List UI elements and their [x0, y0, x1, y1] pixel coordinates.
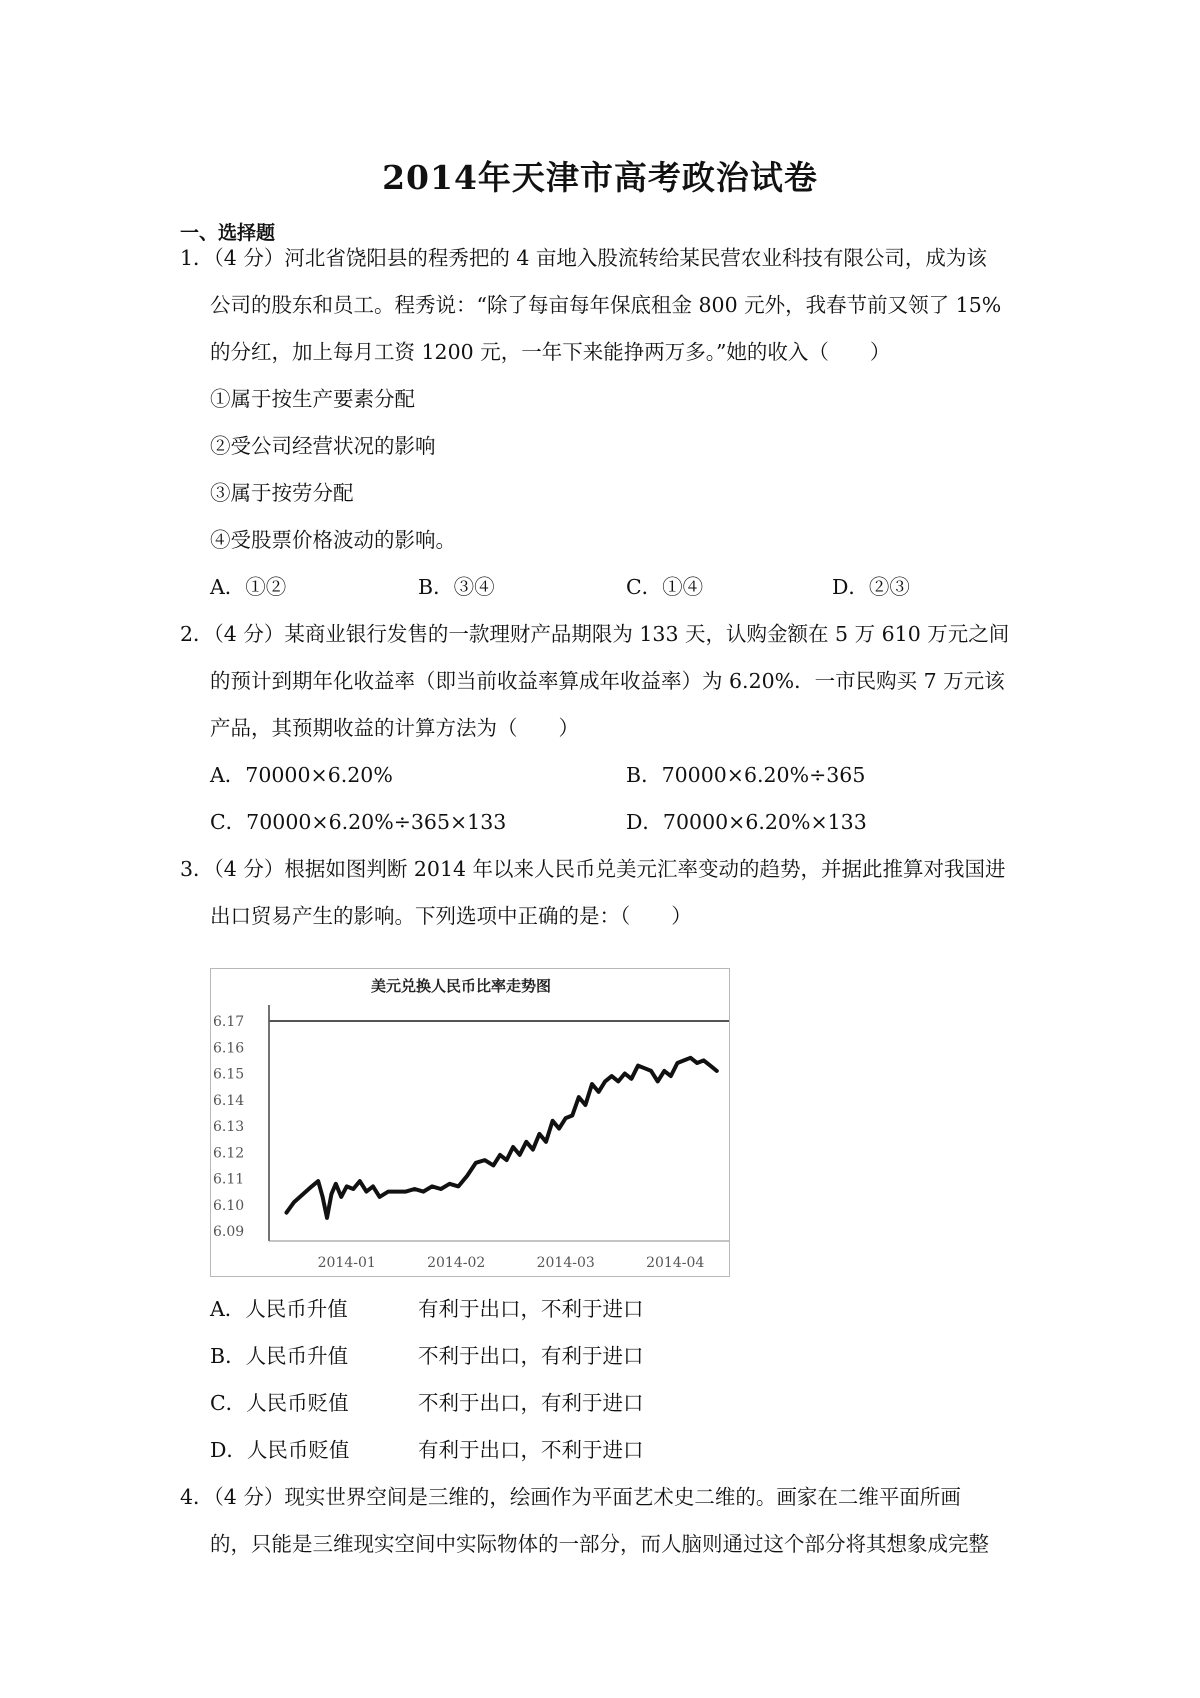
q2-option-a[interactable]: A．70000×6.20% — [210, 763, 393, 787]
y-tick-label: 6.11 — [213, 1171, 245, 1188]
q1-option-c[interactable]: C．①④ — [626, 575, 704, 599]
series-line-usd-cny — [287, 1058, 717, 1218]
q2-option-d[interactable]: D．70000×6.20%×133 — [626, 810, 867, 834]
q2-option-c[interactable]: C．70000×6.20%÷365×133 — [210, 810, 507, 834]
q1-option-d[interactable]: D．②③ — [832, 575, 910, 599]
q1-item-1: ①属于按生产要素分配 — [210, 387, 415, 411]
q1-stem-line-2: 公司的股东和员工。程秀说：“除了每亩每年保底租金 800 元外，我春节前又领了 15% — [210, 293, 1002, 317]
y-tick-label: 6.15 — [213, 1066, 245, 1083]
q1-item-2: ②受公司经营状况的影响 — [210, 434, 436, 458]
q3-option-d-effect: 有利于出口，不利于进口 — [418, 1438, 644, 1462]
q1-stem-line-1: 1．（4 分）河北省饶阳县的程秀把的 4 亩地入股流转给某民营农业科技有限公司，成为该 — [180, 246, 987, 270]
q3-option-b-effect: 不利于出口，有利于进口 — [418, 1344, 644, 1368]
q2-stem-line-2: 的预计到期年化收益率（即当前收益率算成年收益率）为 6.20%．一市民购买 7 万元该 — [210, 669, 1005, 693]
y-tick-label: 6.17 — [213, 1014, 245, 1030]
chart-svg — [211, 969, 729, 1276]
exchange-rate-chart — [210, 968, 730, 1277]
q3-stem-line-2: 出口贸易产生的影响。下列选项中正确的是：（ ） — [210, 904, 692, 928]
x-tick-label: 2014-01 — [317, 1255, 376, 1271]
section-heading: 一、选择题 — [180, 222, 276, 244]
y-tick-label: 6.12 — [213, 1145, 245, 1162]
x-tick-label: 2014-02 — [427, 1255, 486, 1271]
y-axis-ticks — [213, 1014, 244, 1240]
q3-option-a[interactable]: A．人民币升值 — [210, 1297, 348, 1321]
y-tick-label: 6.09 — [213, 1224, 245, 1240]
y-tick-label: 6.10 — [213, 1197, 245, 1214]
q3-option-c-effect: 不利于出口，有利于进口 — [418, 1391, 644, 1415]
q3-option-d[interactable]: D．人民币贬值 — [210, 1438, 350, 1462]
q1-option-a[interactable]: A．①② — [210, 575, 287, 599]
q3-stem-line-1: 3．（4 分）根据如图判断 2014 年以来人民币兑美元汇率变动的趋势，并据此推算对我国进 — [180, 857, 1006, 881]
q4-stem-line-2: 的，只能是三维现实空间中实际物体的一部分，而人脑则通过这个部分将其想象成完整 — [210, 1532, 989, 1556]
q1-option-b[interactable]: B．③④ — [418, 575, 495, 599]
y-tick-label: 6.14 — [213, 1092, 245, 1109]
q2-stem-line-1: 2．（4 分）某商业银行发售的一款理财产品期限为 133 天，认购金额在 5 万 610 万元之间 — [180, 622, 1010, 646]
q3-option-b[interactable]: B．人民币升值 — [210, 1344, 349, 1368]
q2-option-b[interactable]: B．70000×6.20%÷365 — [626, 763, 866, 787]
x-tick-label: 2014-04 — [646, 1255, 705, 1271]
y-tick-label: 6.16 — [213, 1040, 245, 1057]
y-tick-label: 6.13 — [213, 1119, 245, 1135]
page-title: 2014年天津市高考政治试卷 — [382, 158, 818, 197]
q1-item-4: ④受股票价格波动的影响。 — [210, 528, 456, 552]
q1-item-3: ③属于按劳分配 — [210, 481, 354, 505]
q3-option-a-effect: 有利于出口，不利于进口 — [418, 1297, 644, 1321]
q1-stem-line-3: 的分红，加上每月工资 1200 元，一年下来能挣两万多。”她的收入（ ） — [210, 340, 891, 364]
x-axis-ticks — [318, 1255, 705, 1271]
q4-stem-line-1: 4．（4 分）现实世界空间是三维的，绘画作为平面艺术史二维的。画家在二维平面所画 — [180, 1485, 961, 1509]
q2-stem-line-3: 产品，其预期收益的计算方法为（ ） — [210, 716, 579, 740]
q3-option-c[interactable]: C．人民币贬值 — [210, 1391, 349, 1415]
chart-title: 美元兑换人民币比率走势图 — [370, 977, 552, 995]
x-tick-label: 2014-03 — [536, 1255, 595, 1271]
